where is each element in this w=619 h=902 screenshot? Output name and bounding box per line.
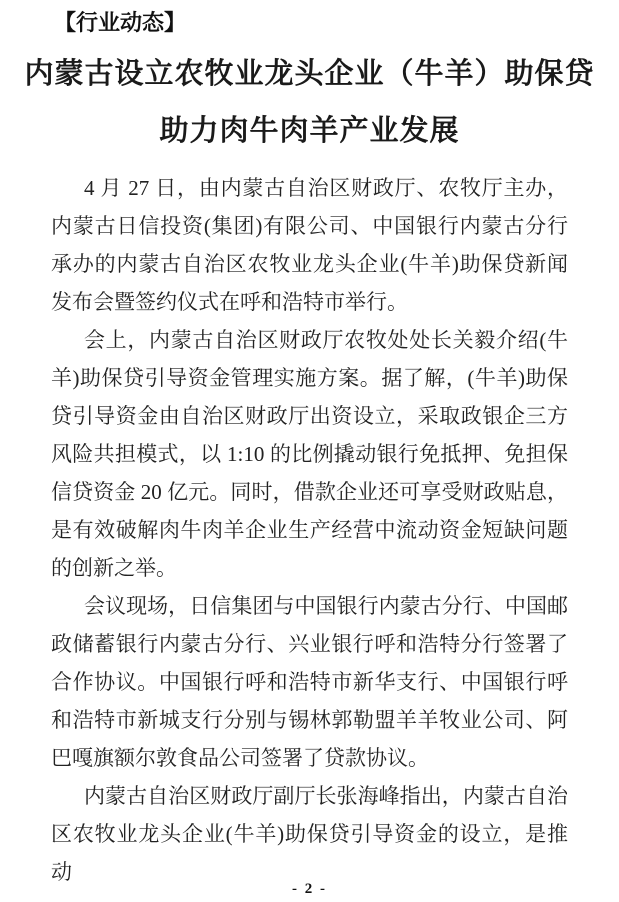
body-paragraph-4: 内蒙古自治区财政厅副厅长张海峰指出，内蒙古自治区农牧业龙头企业(牛羊)助保贷引导资金的设立，是推动 [51, 784, 568, 884]
title-line-2: 助力肉牛肉羊产业发展 [159, 115, 460, 147]
page-number: - 2 - [292, 881, 327, 897]
body-paragraph-3: 会议现场，日信集团与中国银行内蒙古分行、中国邮政储蓄银行内蒙古分行、兴业银行呼和浩特分行签署了合作协议。中国银行呼和浩特市新华支行、中国银行呼和浩特市新城支行分别与锡林郭勒盟羊羊牧业公司、阿巴嘎旗额尔敦食品公司签署了贷款协议。 [51, 594, 568, 770]
body-paragraph-1: 4 月 27 日，由内蒙古自治区财政厅、农牧厅主办，内蒙古日信投资(集团)有限公司、中国银行内蒙古分行承办的内蒙古自治区农牧业龙头企业(牛羊)助保贷新闻发布会暨签约仪式在呼和浩特市举行。 [51, 176, 568, 314]
document-title [0, 46, 619, 160]
document-body [51, 169, 568, 891]
section-tag: 【行业动态】 [54, 10, 187, 35]
body-paragraph-2: 会上，内蒙古自治区财政厅农牧处处长关毅介绍(牛羊)助保贷引导资金管理实施方案。据了解，(牛羊)助保贷引导资金由自治区财政厅出资设立，采取政银企三方风险共担模式，以 1:10 的比例撬动银行免抵押、免担保信贷资金 20 亿元。同时，借款企业还可享受财政贴息，是有效破解肉牛肉羊企业生产经营中流动资金短缺问题的创新之举。 [51, 328, 568, 580]
title-line-1: 内蒙古设立农牧业龙头企业（牛羊）助保贷 [24, 58, 595, 90]
